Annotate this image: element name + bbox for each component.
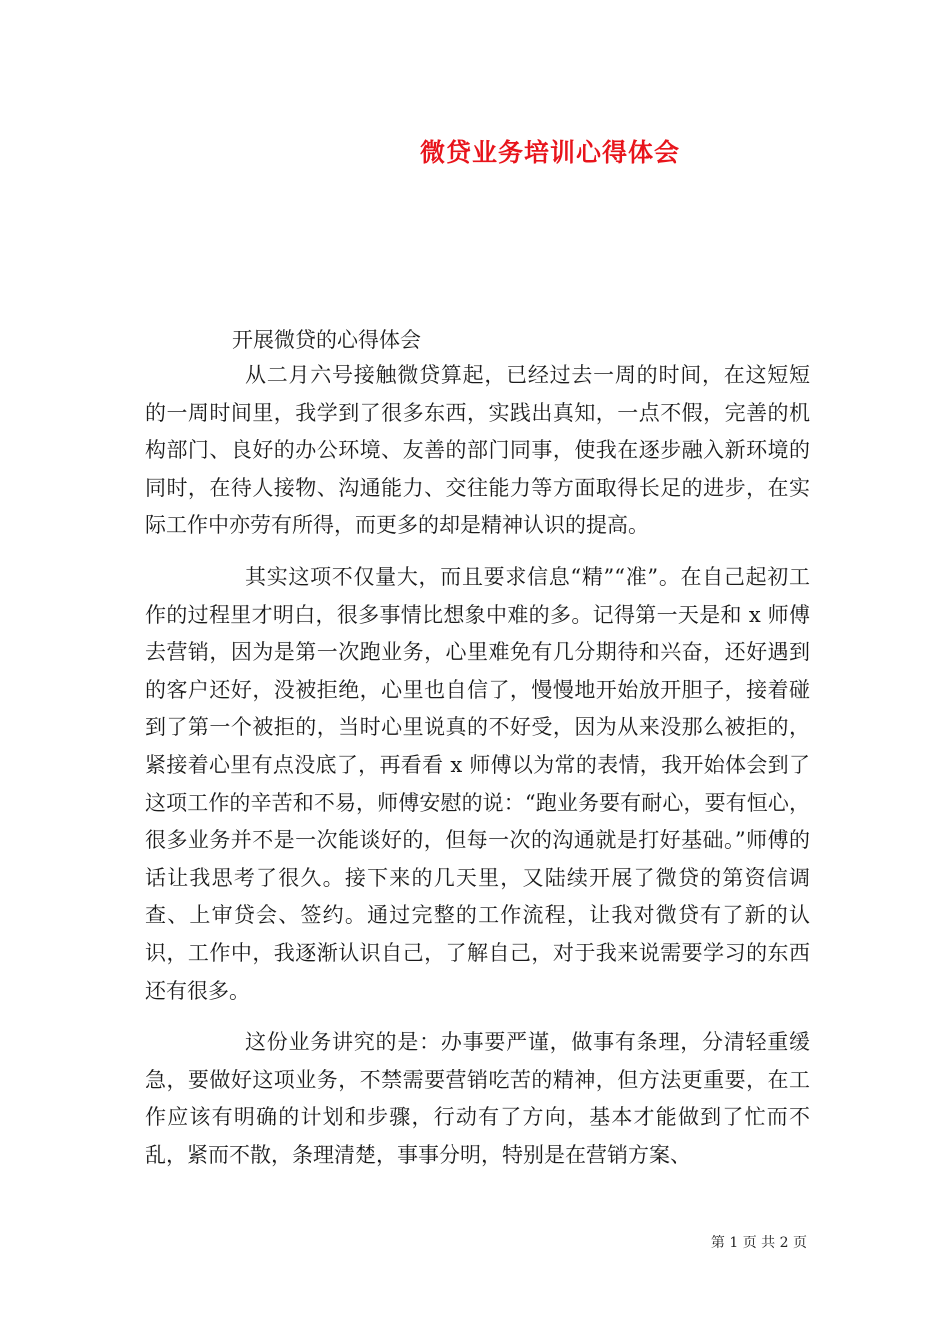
document-title: 微贷业务培训心得体会 bbox=[419, 138, 680, 167]
paragraph-1: 从二月六号接触微贷算起，已经过去一周的时间，在这短短的一周时间里，我学到了很多东西，实践出真知，一点不假，完善的机构部门、良好的办公环境、友善的部门同事，使我在逐步融入新环境的同时，在待人接物、沟通能力、交往能力等方面取得长足的进步，在实际工作中亦劳有所得，而更多的却是精神认识的提高。 bbox=[145, 363, 810, 538]
paragraph-2: 其实这项不仅量大，而且要求信息“精”“准”。在自己起初工作的过程里才明白，很多事情比想象中难的多。记得第一天是和 x 师傅去营销，因为是第一次跑业务，心里难免有几分期待和兴奋，还好遇到的客户还好，没被拒绝，心里也自信了，慢慢地开始放开胆子，接着碰到了第一个被拒的，当时心里说真的不好受，因为从来没那么被拒的，紧接着心里有点没底了，再看看 x 师傅以为常的表情，我开始体会到了这项工作的辛苦和不易，师傅安慰的说：“跑业务要有耐心，要有恒心，很多业务并不是一次能谈好的，但每一次的沟通就是打好基础。”师傅的话让我思考了很久。接下来的几天里，又陆续开展了微贷的第资信调查、上审贷会、签约。通过完整的工作流程，让我对微贷有了新的认识，工作中，我逐渐认识自己，了解自己，对于我来说需要学习的东西还有很多。 bbox=[145, 564, 810, 1003]
document-subtitle: 开展微贷的心得体会 bbox=[232, 328, 421, 352]
paragraph-3: 这份业务讲究的是：办事要严谨，做事有条理，分清轻重缓急，要做好这项业务，不禁需要营销吃苦的精神，但方法更重要，在工作应该有明确的计划和步骤，行动有了方向，基本才能做到了忙而不乱，紧而不散，条理清楚，事事分明，特别是在营销方案、 bbox=[145, 1030, 810, 1167]
document-body bbox=[145, 357, 810, 1188]
page-footer: 第 1 页 共 2 页 bbox=[710, 1235, 807, 1251]
